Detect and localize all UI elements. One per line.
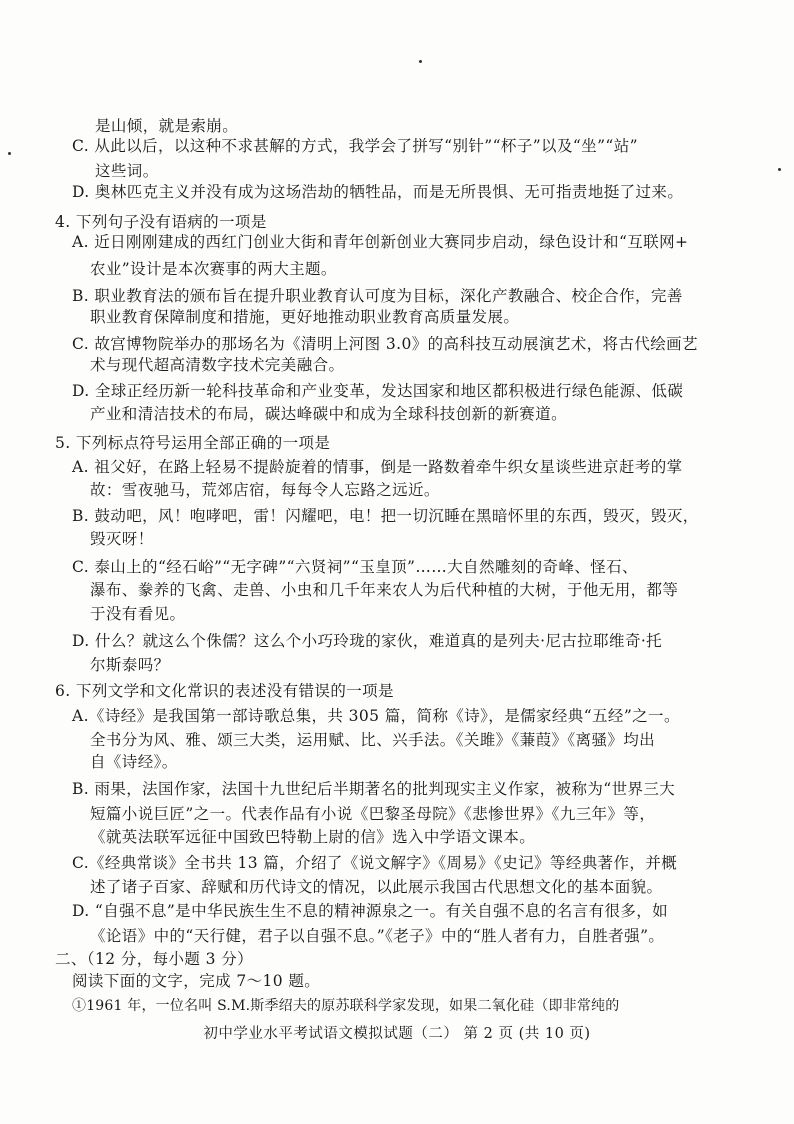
text-line: 述了诸子百家、辞赋和历代诗文的情况，以此展示我国古代思想文化的基本面貌。 [90, 878, 663, 896]
text-line: 是山倾，就是索崩。 [95, 117, 239, 135]
text-line: 职业教育保障制度和措施，更好地推动职业教育高质量发展。 [90, 308, 520, 326]
text-line: 产业和清洁技术的布局，碳达峰碳中和成为全球科技创新的新赛道。 [90, 405, 568, 423]
text-line: D. 什么？就这么个侏儒？这么个小巧玲珑的家伙，难道真的是列夫·尼古拉耶维奇·托 [72, 632, 663, 650]
scan-speck [778, 168, 781, 171]
passage-paragraph-1: ①1961 年，一位名叫 S.M.斯季绍夫的原苏联科学家发现，如果二氧化硅（即非常纯的 [72, 998, 620, 1014]
question-5-stem: 5. 下列标点符号运用全部正确的一项是 [55, 434, 331, 452]
text-line: 故：雪夜驰马，荒郊店宿，每每令人忘路之远近。 [90, 481, 440, 499]
text-line: 《就英法联军远征中国致巴特勒上尉的信》选入中学语文课本。 [90, 828, 536, 846]
question-4-stem: 4. 下列句子没有语病的一项是 [55, 213, 267, 231]
page-footer: 初中学业水平考试语文模拟试题（二） 第 2 页 (共 10 页) [203, 1026, 591, 1042]
text-line: B. 雨果，法国作家，法国十九世纪后半期著名的批判现实主义作家，被称为“世界三大 [72, 780, 676, 798]
text-line: 农业”设计是本次赛事的两大主题。 [90, 260, 337, 278]
text-line: 毁灭呀！ [90, 530, 154, 548]
text-line: C. 故宫博物院举办的那场名为《清明上河图 3.0》的高科技互动展演艺术，将古代绘画艺 [72, 335, 698, 353]
section-2-heading: 二、（12 分，每小题 3 分） [55, 950, 254, 968]
text-line: D. 全球正经历新一轮科技革命和产业变革，发达国家和地区都积极进行绿色能源、低碳 [72, 382, 684, 400]
text-line: 尔斯泰吗？ [90, 656, 170, 674]
text-line: 瀑布、豢养的飞禽、走兽、小虫和几千年来农人为后代种植的大树，于他无用，都等 [90, 581, 679, 599]
text-line: 短篇小说巨匠”之一。代表作品有小说《巴黎圣母院》《悲惨世界》《九三年》等， [90, 805, 656, 823]
text-line: C. 泰山上的“经石峪”“无字碑”“六贤祠”“玉皇顶”……大自然雕刻的奇峰、怪石、 [72, 558, 638, 576]
text-line: 这些词。 [95, 162, 159, 180]
text-line: B. 职业教育法的颁布旨在提升职业教育认可度为目标，深化产教融合、校企合作，完善 [72, 287, 683, 305]
scan-speck [419, 60, 422, 63]
text-line: D. 奥林匹克主义并没有成为这场浩劫的牺牲品，而是无所畏惧、无可指责地挺了过来。 [72, 183, 684, 201]
reading-instruction: 阅读下面的文字，完成 7～10 题。 [72, 972, 321, 990]
text-line: 术与现代超高清数字技术完美融合。 [90, 356, 345, 374]
text-line: C. 从此以后，以这种不求甚解的方式，我学会了拼写“别针”“杯子”以及“坐”“站” [72, 137, 638, 155]
text-line: 《论语》中的“天行健，君子以自强不息。”《老子》中的“胜人者有力，自胜者强”。 [90, 927, 665, 945]
question-6-stem: 6. 下列文学和文化常识的表述没有错误的一项是 [55, 682, 394, 700]
text-line: 自《诗经》。 [90, 753, 178, 771]
text-line: B. 鼓动吧，风！咆哮吧，雷！闪耀吧，电！把一切沉睡在黑暗怀里的东西，毁灭，毁灭， [72, 507, 699, 525]
text-line: 全书分为风、雅、颂三大类，运用赋、比、兴手法。《关雎》《蒹葭》《离骚》均出 [90, 731, 656, 749]
text-line: D. “自强不息”是中华民族生生不息的精神源泉之一。有关自强不息的名言有很多，如 [72, 902, 669, 920]
text-line: C.《经典常谈》全书共 13 篇，介绍了《说文解字》《周易》《史记》等经典著作，并概 [72, 854, 678, 872]
text-line: A.《诗经》是我国第一部诗歌总集，共 305 篇，简称《诗》，是儒家经典“五经”之一。 [72, 707, 680, 725]
text-line: A. 祖父好，在路上轻易不提龄旋着的情事，倒是一路数着牵牛织女星谈些进京赶考的掌 [72, 458, 683, 476]
text-line: A. 近日刚刚建成的西红门创业大街和青年创新创业大赛同步启动，绿色设计和“互联网+ [72, 233, 689, 251]
text-line: 于没有看见。 [90, 605, 186, 623]
scan-speck [8, 152, 11, 155]
